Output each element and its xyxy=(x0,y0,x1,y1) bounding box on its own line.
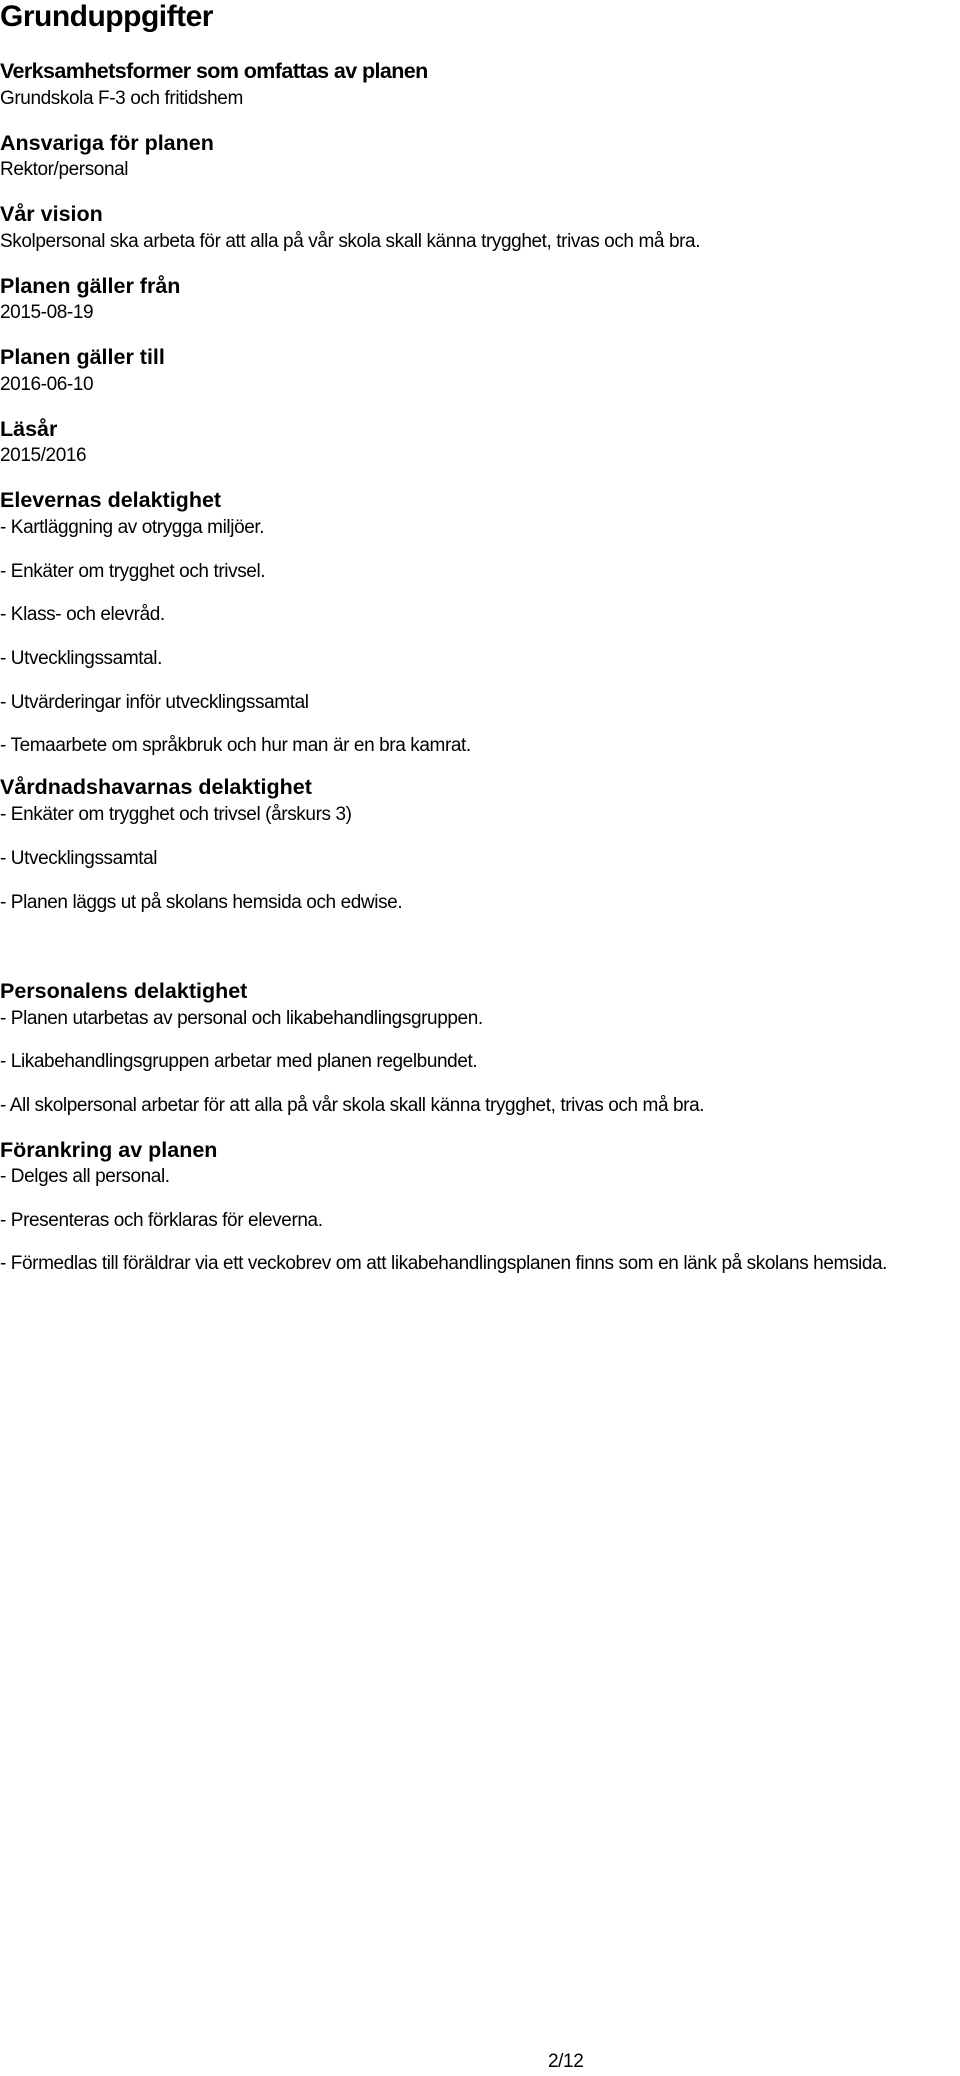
list-item: - Planen läggs ut på skolans hemsida och edwise. xyxy=(0,892,403,913)
page-number: 2/12 xyxy=(548,2051,584,2072)
section-heading-galler-till: Planen gäller till xyxy=(0,345,165,369)
list-item: - Enkäter om trygghet och trivsel (årskurs 3) xyxy=(0,804,352,825)
section-text-verksamhetsformer: Grundskola F-3 och fritidshem xyxy=(0,88,243,109)
section-text-vision: Skolpersonal ska arbeta för att alla på vår skola skall känna trygghet, trivas och må bra. xyxy=(0,231,701,252)
section-heading-vardnadshavarnas: Vårdnadshavarnas delaktighet xyxy=(0,775,312,799)
list-item: - All skolpersonal arbetar för att alla på vår skola skall känna trygghet, trivas och må bra. xyxy=(0,1095,705,1116)
page-title: Grunduppgifter xyxy=(0,0,213,33)
section-heading-elevernas: Elevernas delaktighet xyxy=(0,488,222,512)
list-item: - Klass- och elevråd. xyxy=(0,604,165,625)
section-heading-ansvariga: Ansvariga för planen xyxy=(0,131,214,155)
list-item: - Kartläggning av otrygga miljöer. xyxy=(0,517,265,538)
section-heading-verksamhetsformer: Verksamhetsformer som omfattas av planen xyxy=(0,59,428,83)
list-item: - Utvärderingar inför utvecklingssamtal xyxy=(0,692,309,713)
section-heading-forankring: Förankring av planen xyxy=(0,1138,218,1162)
section-heading-lasar: Läsår xyxy=(0,417,58,441)
list-item: - Delges all personal. xyxy=(0,1166,170,1187)
section-text-ansvariga: Rektor/personal xyxy=(0,159,129,180)
section-heading-galler-fran: Planen gäller från xyxy=(0,274,181,298)
list-item: - Planen utarbetas av personal och likabehandlingsgruppen. xyxy=(0,1008,483,1029)
list-item: - Enkäter om trygghet och trivsel. xyxy=(0,561,266,582)
list-item: - Temaarbete om språkbruk och hur man är en bra kamrat. xyxy=(0,735,471,756)
list-item: - Utvecklingssamtal. xyxy=(0,648,162,669)
section-text-galler-fran: 2015-08-19 xyxy=(0,302,94,323)
section-text-lasar: 2015/2016 xyxy=(0,445,87,466)
section-text-galler-till: 2016-06-10 xyxy=(0,374,94,395)
list-item: - Presenteras och förklaras för eleverna. xyxy=(0,1210,323,1231)
list-item: - Förmedlas till föräldrar via ett veckobrev om att likabehandlingsplanen finns som en länk på skolans hemsida. xyxy=(0,1253,888,1274)
section-heading-personalens: Personalens delaktighet xyxy=(0,979,248,1003)
list-item: - Utvecklingssamtal xyxy=(0,848,158,869)
section-heading-vision: Vår vision xyxy=(0,202,103,226)
list-item: - Likabehandlingsgruppen arbetar med planen regelbundet. xyxy=(0,1051,478,1072)
